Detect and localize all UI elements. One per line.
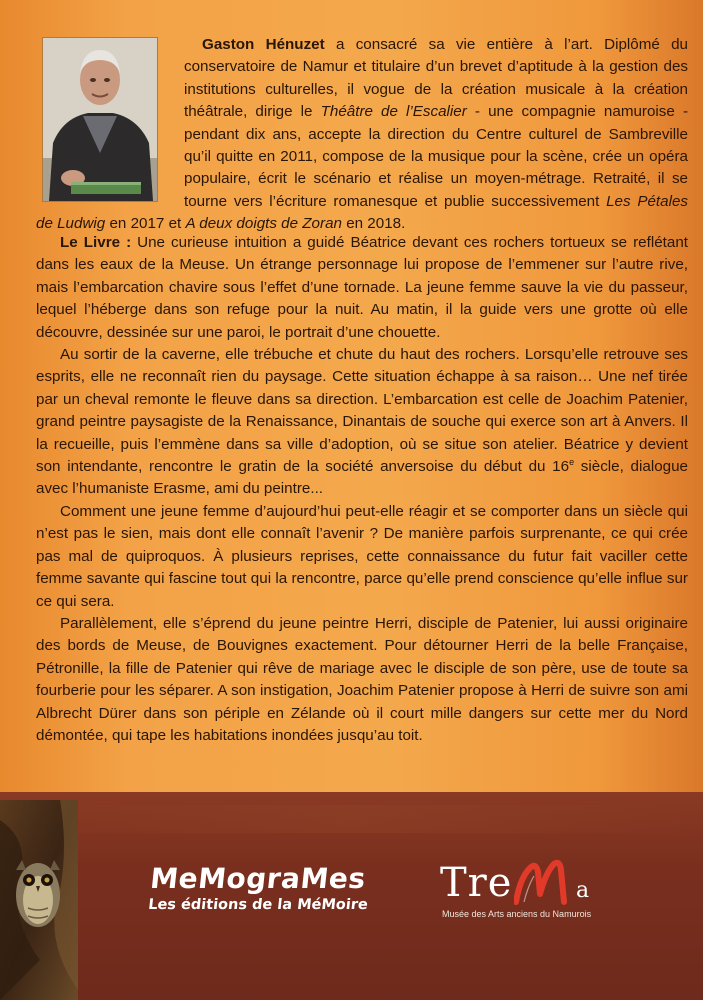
summary-paragraph-2: Au sortir de la caverne, elle trébuche et chute du haut des rochers. Lorsqu’elle retrouve ses esprits, elle ne reconnaît rien du paysage. Cette situation échappe à sa raison… Une nef tirée par un cheval remonte le fleuve dans sa direction. L’embarcation est celle de Joachim Patenier, grand peintre paysagiste de la Renaissance, Dinantais de souche qui exerce son art à Anvers. Il la recueille, puis l’emmène dans sa ville d’adoption, où se situe son atelier. Béatrice y devient son intendante, rencontre le gratin de la société anversoise du début du 16e siècle, dialogue avec l’humaniste Erasme, ami du peintre... [36,346,688,498]
trema-m-glyph [514,858,576,911]
author-bio [36,34,688,236]
bio-text-1: a consacré sa vie entière à l’art. Diplômé du conservatoire de Namur et titulaire d’un brevet d’aptitude à la gestion des institutions culturelles, il vogue de la création musicale à la création théâtrale, dirige le [184,36,688,121]
memogrames-logo [138,862,378,913]
bio-text-4: en 2018. [341,215,406,233]
trema-logo [440,858,620,919]
trema-subtitle: Musée des Arts anciens du Namurois [442,909,592,919]
summary-paragraph-1: Le Livre : Une curieuse intuition a guidé Béatrice devant ces rochers tortueux se reflétant dans les eaux de la Meuse. Un étrange personnage lui propose de l’emmener sur l’autre rive, mais l’embarcation chavire sous l’effet d’une tornade. La jeune femme sauve la vie du passeur, lequel l’héberge dans son refuge pour la nuit. Au matin, il la guide vers une grotte où elle découvre, dessinée sur une paroi, le portrait d’une chouette. [36,234,688,341]
book-title-1: Les Pétales de Ludwig [36,192,688,233]
summary-paragraph-4: Parallèlement, elle s’éprend du jeune peintre Herri, disciple de Patenier, lui aussi originaire des bords de Meuse, de Bouvignes exactement. Pour détourner Herri de la belle Française, Pétronille, la fille de Patenier qui rêve de mariage avec le disciple de son père, use de toute sa fourberie pour les séparer. A son instigation, Joachim Patenier propose à Herri de suivre son ami Albrecht Dürer dans son périple en Zélande où il court mille dangers sur cette mer du Nord démontée, qui tape les habitations inondées jusqu’au toit. [36,614,688,744]
band-highlight [0,805,703,833]
memogrames-name: MeMograMes [148,862,368,895]
trema-tre: Tre [440,860,513,906]
memogrames-tagline: Les éditions de la MéMoire [147,897,369,913]
summary-paragraph-3: Comment une jeune femme d’aujourd’hui peut-elle réagir et se comporter dans un siècle qui n’est pas le sien, mais dont elle connaît l’avenir ? De manière parfois surprenante, ce qui crée pas mal de quiproquos. À plusieurs reprises, cette connaissance du futur fait vaciller cette femme savante qui fascine tout qui la rencontre, parce qu’elle prend conscience qu’elle influe sur ce qui sera. [36,502,688,610]
book-title-2: A deux doigts de Zoran [185,215,342,233]
theatre-name: Théâtre de l’Escalier [320,103,467,121]
bio-text-2: - une compagnie namuroise - pendant dix ans, accepte la direction du Centre culturel de Sambreville qu’il quitte en 2011, compose de la musique pour la scène, crée un opéra populaire, écrit le scénario et réalise un moyen-métrage. Retraité, il se tourne vers l’écriture romanesque et publie successivement [184,103,689,210]
trema-a: a [576,878,590,903]
bio-text-3: en 2017 et [105,215,186,233]
summary-heading: Le Livre : [60,234,132,251]
owl-painting [0,800,78,1000]
book-summary [36,232,688,747]
author-name: Gaston Hénuzet [202,36,325,53]
